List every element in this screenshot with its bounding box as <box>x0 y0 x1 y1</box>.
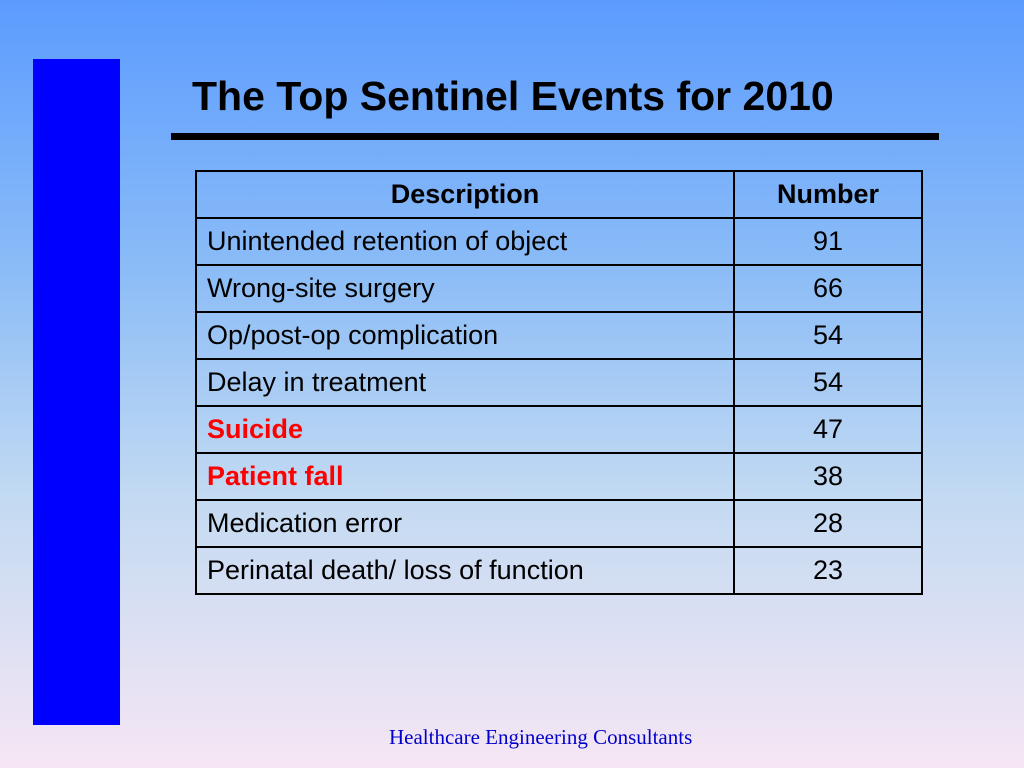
row-number: 54 <box>734 312 922 359</box>
footer-organization: Healthcare Engineering Consultants <box>389 725 693 749</box>
table-row-highlighted <box>196 453 922 500</box>
header-number: Number <box>734 171 922 218</box>
header-description: Description <box>196 171 734 218</box>
row-number: 91 <box>734 218 922 265</box>
table-row <box>196 359 922 406</box>
table-row <box>196 218 922 265</box>
row-description: Medication error <box>196 500 734 547</box>
title-underline-rule <box>171 133 939 140</box>
table-row <box>196 500 922 547</box>
row-number: 28 <box>734 500 922 547</box>
row-description: Op/post-op complication <box>196 312 734 359</box>
table-header-row <box>196 171 922 218</box>
row-description-highlighted: Patient fall <box>196 453 734 500</box>
row-number: 54 <box>734 359 922 406</box>
row-description: Delay in treatment <box>196 359 734 406</box>
sentinel-events-table <box>195 170 923 595</box>
side-accent-bar <box>33 59 120 725</box>
row-description: Wrong-site surgery <box>196 265 734 312</box>
row-number: 66 <box>734 265 922 312</box>
row-description-highlighted: Suicide <box>196 406 734 453</box>
row-number: 47 <box>734 406 922 453</box>
row-number: 38 <box>734 453 922 500</box>
table-row-highlighted <box>196 406 922 453</box>
row-number: 23 <box>734 547 922 594</box>
row-description: Perinatal death/ loss of function <box>196 547 734 594</box>
table-row <box>196 265 922 312</box>
table-row <box>196 547 922 594</box>
row-description: Unintended retention of object <box>196 218 734 265</box>
table-row <box>196 312 922 359</box>
slide-title: The Top Sentinel Events for 2010 <box>192 73 834 119</box>
